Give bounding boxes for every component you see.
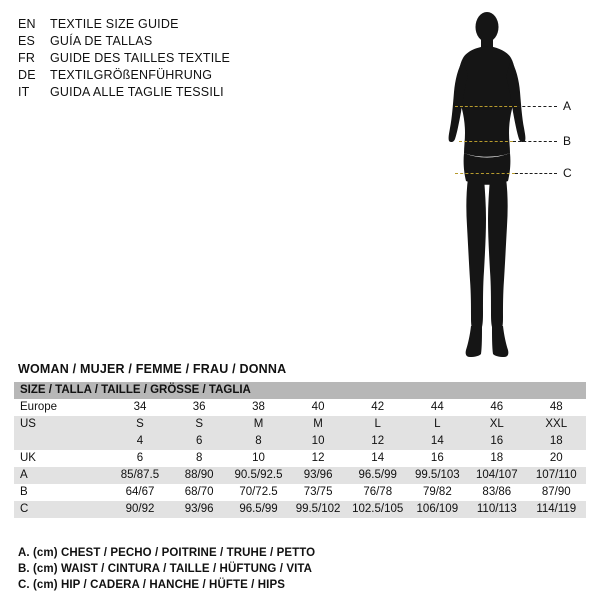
measurement-legend [18, 545, 578, 593]
row-label: A [14, 467, 110, 484]
cell: 48 [527, 399, 586, 416]
cell: 16 [467, 433, 526, 450]
table-row [14, 467, 586, 484]
section-title: WOMAN / MUJER / FEMME / FRAU / DONNA [18, 362, 287, 376]
cell: 87/90 [527, 484, 586, 501]
cell: 79/82 [408, 484, 468, 501]
cell: 102.5/105 [348, 501, 408, 518]
cell: 12 [288, 450, 348, 467]
cell: 8 [229, 433, 289, 450]
cell: 40 [288, 399, 348, 416]
marker-label-a: A [563, 99, 572, 113]
table-row [14, 399, 586, 416]
dash-line-gold [459, 141, 513, 142]
cell: M [288, 416, 348, 433]
cell: 85/87.5 [110, 467, 169, 484]
language-row [18, 33, 318, 50]
cell: 14 [408, 433, 468, 450]
legend-row-a: A. (cm) CHEST / PECHO / POITRINE / TRUHE / PETTO [18, 547, 316, 559]
cell: XXL [527, 416, 586, 433]
dash-line-dark [517, 106, 557, 107]
table-row [14, 433, 586, 450]
cell: M [229, 416, 289, 433]
cell: 6 [170, 433, 229, 450]
cell: 36 [170, 399, 229, 416]
table-row [14, 450, 586, 467]
cell: 10 [229, 450, 289, 467]
table-row [14, 484, 586, 501]
cell: L [408, 416, 468, 433]
dash-line-gold [455, 106, 517, 107]
cell: S [170, 416, 229, 433]
cell: 44 [408, 399, 468, 416]
language-code: ES [18, 34, 36, 48]
row-label: Europe [14, 399, 110, 416]
cell: 110/113 [467, 501, 526, 518]
cell: 99.5/103 [408, 467, 468, 484]
cell: 18 [527, 433, 586, 450]
cell: 68/70 [170, 484, 229, 501]
measurement-marker-a [455, 100, 571, 112]
cell: 107/110 [527, 467, 586, 484]
cell: 93/96 [170, 501, 229, 518]
language-text: GUIDA ALLE TAGLIE TESSILI [50, 85, 224, 99]
size-table [14, 382, 586, 518]
cell: 34 [110, 399, 169, 416]
table-header-row [14, 382, 586, 399]
cell: 99.5/102 [288, 501, 348, 518]
cell: 6 [110, 450, 169, 467]
cell: 73/75 [288, 484, 348, 501]
language-list [18, 16, 318, 101]
cell: 76/78 [348, 484, 408, 501]
cell: 42 [348, 399, 408, 416]
female-silhouette-figure [430, 8, 590, 368]
table-header-label: SIZE / TALLA / TAILLE / GRÖSSE / TAGLIA [14, 382, 586, 399]
table-row [14, 416, 586, 433]
cell: XL [467, 416, 526, 433]
language-code: DE [18, 68, 36, 82]
legend-row-c: C. (cm) HIP / CADERA / HANCHE / HÜFTE / HIPS [18, 579, 286, 591]
language-row [18, 84, 318, 101]
cell: 12 [348, 433, 408, 450]
cell: 104/107 [467, 467, 526, 484]
cell: 8 [170, 450, 229, 467]
table-row [14, 501, 586, 518]
cell: 64/67 [110, 484, 169, 501]
cell: 38 [229, 399, 289, 416]
language-code: EN [18, 17, 36, 31]
marker-label-b: B [563, 134, 572, 148]
cell: 16 [408, 450, 468, 467]
cell: 114/119 [527, 501, 586, 518]
cell: 70/72.5 [229, 484, 289, 501]
cell: 106/109 [408, 501, 468, 518]
language-row [18, 16, 318, 33]
language-text: GUÍA DE TALLAS [50, 34, 153, 48]
language-text: TEXTILE SIZE GUIDE [50, 17, 179, 31]
language-text: GUIDE DES TAILLES TEXTILE [50, 51, 231, 65]
cell: 46 [467, 399, 526, 416]
cell: 20 [527, 450, 586, 467]
language-row [18, 67, 318, 84]
language-text: TEXTILGRÖßENFÜHRUNG [50, 68, 213, 82]
cell: 93/96 [288, 467, 348, 484]
language-code: FR [18, 51, 36, 65]
cell: 83/86 [467, 484, 526, 501]
cell: 96.5/99 [229, 501, 289, 518]
cell: S [110, 416, 169, 433]
language-row [18, 50, 318, 67]
measurement-marker-b [459, 135, 571, 147]
row-label: UK [14, 450, 110, 467]
cell: 18 [467, 450, 526, 467]
body-silhouette-icon [430, 8, 590, 368]
row-label: US [14, 416, 110, 433]
marker-label-c: C [563, 166, 572, 180]
language-code: IT [18, 85, 30, 99]
cell: 4 [110, 433, 169, 450]
row-label [14, 433, 110, 450]
legend-row-b: B. (cm) WAIST / CINTURA / TAILLE / HÜFTUNG / VITA [18, 563, 313, 575]
row-label: B [14, 484, 110, 501]
dash-line-gold [455, 173, 515, 174]
measurement-marker-c [455, 167, 572, 179]
cell: 90/92 [110, 501, 169, 518]
cell: 88/90 [170, 467, 229, 484]
dash-line-dark [515, 173, 557, 174]
cell: 10 [288, 433, 348, 450]
row-label: C [14, 501, 110, 518]
cell: 90.5/92.5 [229, 467, 289, 484]
cell: 14 [348, 450, 408, 467]
cell: 96.5/99 [348, 467, 408, 484]
cell: L [348, 416, 408, 433]
dash-line-dark [513, 141, 557, 142]
